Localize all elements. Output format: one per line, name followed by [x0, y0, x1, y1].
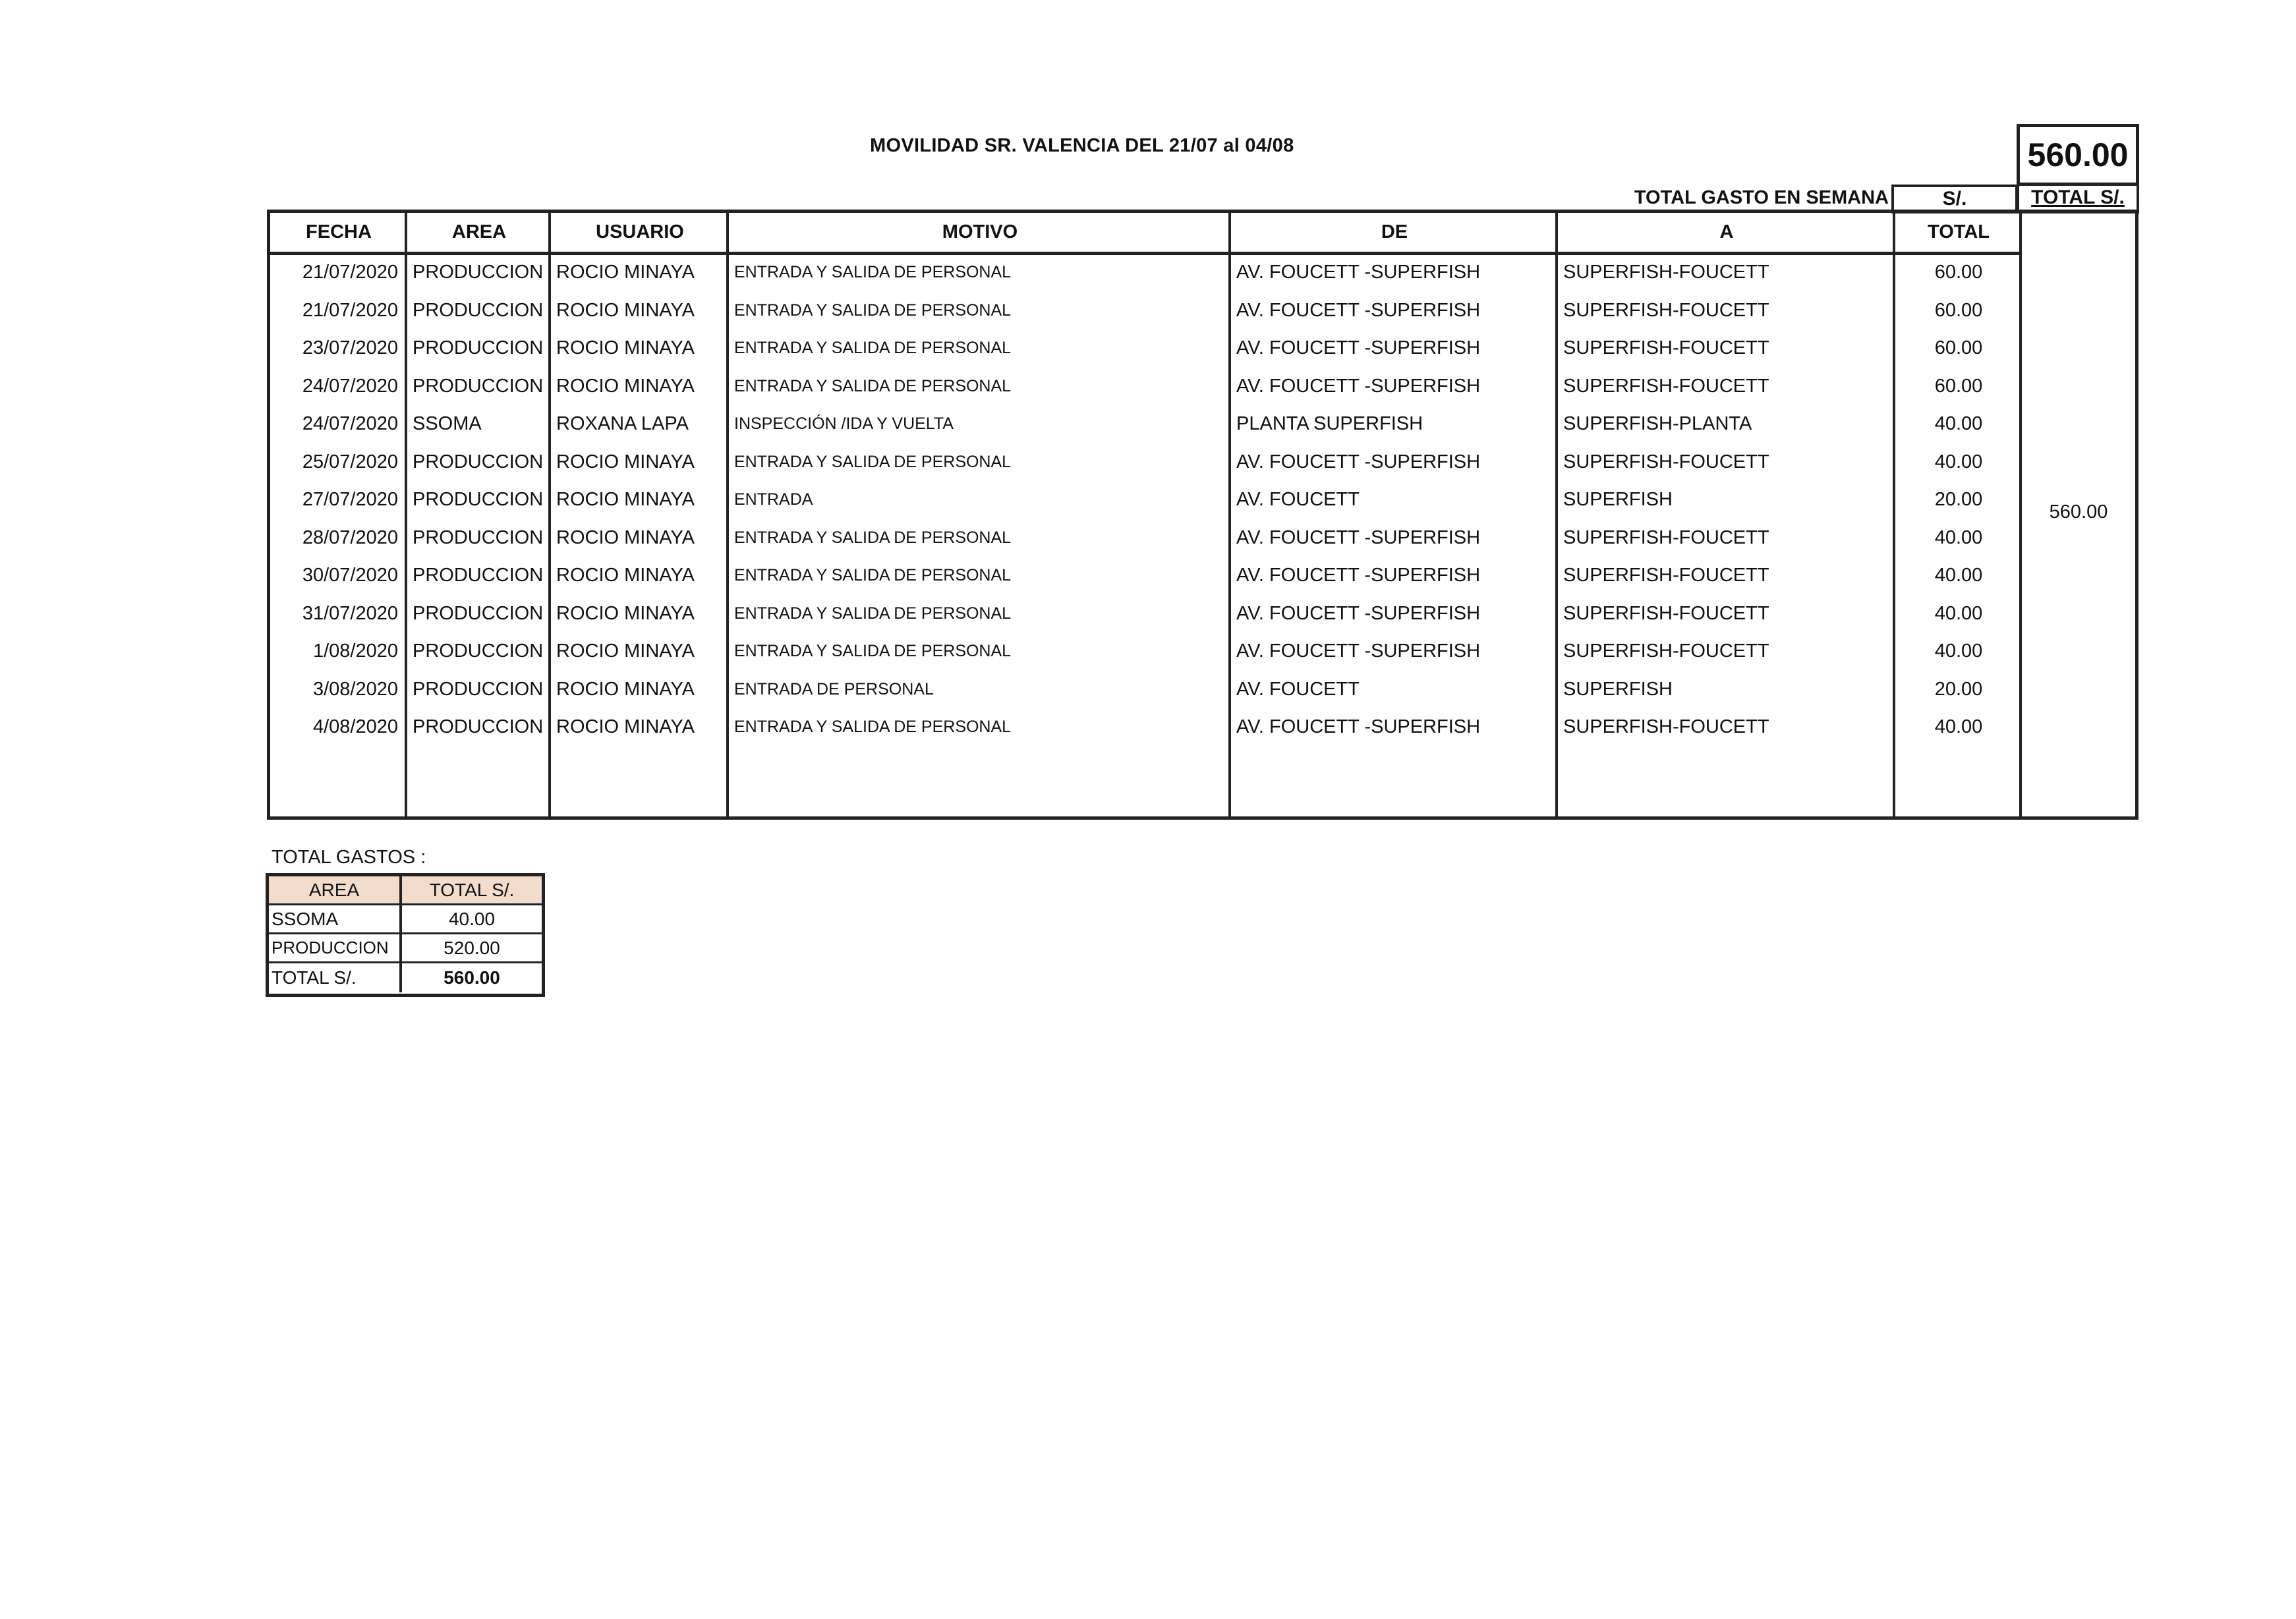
summary-table: [266, 873, 545, 997]
summary-footer-area: TOTAL S/.: [269, 963, 402, 992]
currency-label: S/.: [1891, 185, 2018, 213]
cell-usuario: ROXANA LAPA: [556, 413, 689, 435]
header-a: A: [1558, 213, 1895, 255]
table-row: [270, 481, 2135, 519]
cell-a: SUPERFISH: [1563, 678, 1673, 700]
summary-total: 40.00: [448, 908, 496, 929]
cell-total: 20.00: [1934, 678, 1983, 700]
cell-a: SUPERFISH: [1563, 489, 1673, 511]
header-fecha: FECHA: [270, 213, 407, 255]
cell-area: PRODUCCION: [413, 678, 544, 700]
cell-usuario: ROCIO MINAYA: [556, 337, 695, 359]
cell-usuario: ROCIO MINAYA: [556, 262, 695, 283]
summary-header-row: [269, 876, 542, 905]
cell-fecha: 21/07/2020: [302, 262, 398, 283]
cell-motivo: ENTRADA Y SALIDA DE PERSONAL: [734, 528, 1012, 547]
cell-area: PRODUCCION: [413, 337, 544, 359]
cell-area: PRODUCCION: [413, 565, 544, 586]
cell-area: PRODUCCION: [413, 299, 544, 321]
summary-total: 520.00: [444, 937, 500, 958]
cell-area: PRODUCCION: [413, 716, 544, 738]
cell-total: 40.00: [1934, 451, 1983, 472]
cell-fecha: 4/08/2020: [312, 716, 398, 738]
header-total: TOTAL: [1895, 213, 2022, 255]
cell-motivo: ENTRADA Y SALIDA DE PERSONAL: [734, 339, 1012, 358]
cell-area: PRODUCCION: [413, 640, 544, 662]
cell-motivo: ENTRADA Y SALIDA DE PERSONAL: [734, 300, 1012, 320]
table-row: [270, 368, 2135, 406]
cell-motivo: INSPECCIÓN /IDA Y VUELTA: [734, 414, 954, 434]
cell-de: AV. FOUCETT -SUPERFISH: [1236, 375, 1481, 397]
cell-area: PRODUCCION: [413, 451, 544, 472]
cell-total: 40.00: [1934, 413, 1983, 435]
cell-de: PLANTA SUPERFISH: [1236, 413, 1423, 435]
cell-de: AV. FOUCETT -SUPERFISH: [1236, 299, 1481, 321]
cell-fecha: 30/07/2020: [302, 565, 398, 586]
cell-de: AV. FOUCETT -SUPERFISH: [1236, 716, 1481, 738]
cell-motivo: ENTRADA Y SALIDA DE PERSONAL: [734, 718, 1012, 737]
cell-fecha: 1/08/2020: [312, 640, 398, 662]
cell-total: 40.00: [1934, 526, 1983, 548]
cell-usuario: ROCIO MINAYA: [556, 489, 695, 511]
cell-total: 60.00: [1934, 262, 1983, 283]
table-row: [270, 292, 2135, 330]
cell-motivo: ENTRADA: [734, 490, 813, 509]
cell-motivo: ENTRADA DE PERSONAL: [734, 679, 934, 698]
summary-area: PRODUCCION: [269, 934, 402, 961]
cell-fecha: 24/07/2020: [302, 375, 398, 397]
cell-a: SUPERFISH-FOUCETT: [1563, 375, 1769, 397]
period-total-cell: 560.00: [2049, 501, 2108, 523]
document-title: MOVILIDAD SR. VALENCIA DEL 21/07 al 04/08: [870, 135, 1294, 156]
cell-fecha: 28/07/2020: [302, 526, 398, 548]
cell-total: 40.00: [1934, 565, 1983, 586]
header-motivo: MOTIVO: [729, 213, 1231, 255]
cell-de: AV. FOUCETT -SUPERFISH: [1236, 451, 1481, 472]
table-row: [270, 671, 2135, 709]
summary-header-area: AREA: [269, 876, 402, 903]
cell-a: SUPERFISH-FOUCETT: [1563, 526, 1769, 548]
cell-de: AV. FOUCETT: [1236, 489, 1360, 511]
cell-a: SUPERFISH-FOUCETT: [1563, 602, 1769, 624]
table-row: [270, 254, 2135, 292]
cell-de: AV. FOUCETT -SUPERFISH: [1236, 602, 1481, 624]
cell-de: AV. FOUCETT: [1236, 678, 1360, 700]
cell-usuario: ROCIO MINAYA: [556, 526, 695, 548]
summary-label: TOTAL GASTOS :: [272, 847, 426, 868]
total-soles-header: TOTAL S/.: [2017, 185, 2139, 213]
cell-total: 40.00: [1934, 716, 1983, 738]
cell-fecha: 3/08/2020: [312, 678, 398, 700]
header-area: AREA: [407, 213, 551, 255]
summary-footer-row: [269, 963, 542, 992]
cell-fecha: 25/07/2020: [302, 451, 398, 472]
cell-a: SUPERFISH-FOUCETT: [1563, 640, 1769, 662]
cell-motivo: ENTRADA Y SALIDA DE PERSONAL: [734, 604, 1012, 623]
cell-usuario: ROCIO MINAYA: [556, 640, 695, 662]
cell-area: PRODUCCION: [413, 262, 544, 283]
cell-de: AV. FOUCETT -SUPERFISH: [1236, 262, 1481, 283]
cell-total: 60.00: [1934, 299, 1983, 321]
cell-usuario: ROCIO MINAYA: [556, 716, 695, 738]
cell-usuario: ROCIO MINAYA: [556, 678, 695, 700]
cell-motivo: ENTRADA Y SALIDA DE PERSONAL: [734, 263, 1012, 282]
cell-motivo: ENTRADA Y SALIDA DE PERSONAL: [734, 566, 1012, 585]
cell-fecha: 24/07/2020: [302, 413, 398, 435]
table-row: [270, 708, 2135, 747]
cell-area: PRODUCCION: [413, 526, 544, 548]
cell-a: SUPERFISH-FOUCETT: [1563, 299, 1769, 321]
cell-a: SUPERFISH-PLANTA: [1563, 413, 1752, 435]
table-row: [270, 633, 2135, 671]
summary-header-total: TOTAL S/.: [429, 879, 515, 900]
table-row: [270, 329, 2135, 368]
summary-row: [269, 905, 542, 934]
cell-usuario: ROCIO MINAYA: [556, 299, 695, 321]
cell-usuario: ROCIO MINAYA: [556, 375, 695, 397]
table-row: [270, 557, 2135, 595]
summary-row: [269, 934, 542, 963]
cell-de: AV. FOUCETT -SUPERFISH: [1236, 640, 1481, 662]
cell-motivo: ENTRADA Y SALIDA DE PERSONAL: [734, 642, 1012, 661]
table-row: [270, 519, 2135, 557]
cell-total: 40.00: [1934, 640, 1983, 662]
cell-fecha: 27/07/2020: [302, 489, 398, 511]
cell-area: PRODUCCION: [413, 489, 544, 511]
header-de: DE: [1231, 213, 1558, 255]
cell-area: PRODUCCION: [413, 602, 544, 624]
table-row: [270, 443, 2135, 482]
cell-a: SUPERFISH-FOUCETT: [1563, 716, 1769, 738]
table-row: [270, 595, 2135, 633]
table-row: [270, 405, 2135, 443]
cell-motivo: ENTRADA Y SALIDA DE PERSONAL: [734, 376, 1012, 395]
cell-total: 20.00: [1934, 489, 1983, 511]
grand-total-box: 560.00: [2017, 124, 2139, 186]
cell-de: AV. FOUCETT -SUPERFISH: [1236, 526, 1481, 548]
cell-motivo: ENTRADA Y SALIDA DE PERSONAL: [734, 452, 1012, 471]
cell-area: PRODUCCION: [413, 375, 544, 397]
cell-usuario: ROCIO MINAYA: [556, 602, 695, 624]
cell-total: 60.00: [1934, 337, 1983, 359]
cell-usuario: ROCIO MINAYA: [556, 565, 695, 586]
cell-fecha: 31/07/2020: [302, 602, 398, 624]
summary-footer-total: 560.00: [444, 967, 500, 988]
cell-total: 40.00: [1934, 602, 1983, 624]
cell-a: SUPERFISH-FOUCETT: [1563, 565, 1769, 586]
cell-de: AV. FOUCETT -SUPERFISH: [1236, 565, 1481, 586]
cell-fecha: 23/07/2020: [302, 337, 398, 359]
header-usuario: USUARIO: [551, 213, 729, 255]
cell-a: SUPERFISH-FOUCETT: [1563, 262, 1769, 283]
cell-de: AV. FOUCETT -SUPERFISH: [1236, 337, 1481, 359]
cell-usuario: ROCIO MINAYA: [556, 451, 695, 472]
semana-total-label: TOTAL GASTO EN SEMANA: [1634, 187, 1889, 208]
cell-a: SUPERFISH-FOUCETT: [1563, 337, 1769, 359]
cell-fecha: 21/07/2020: [302, 299, 398, 321]
cell-area: SSOMA: [413, 413, 482, 435]
cell-a: SUPERFISH-FOUCETT: [1563, 451, 1769, 472]
cell-total: 60.00: [1934, 375, 1983, 397]
summary-area: SSOMA: [269, 905, 402, 932]
expense-table: [267, 210, 2138, 820]
